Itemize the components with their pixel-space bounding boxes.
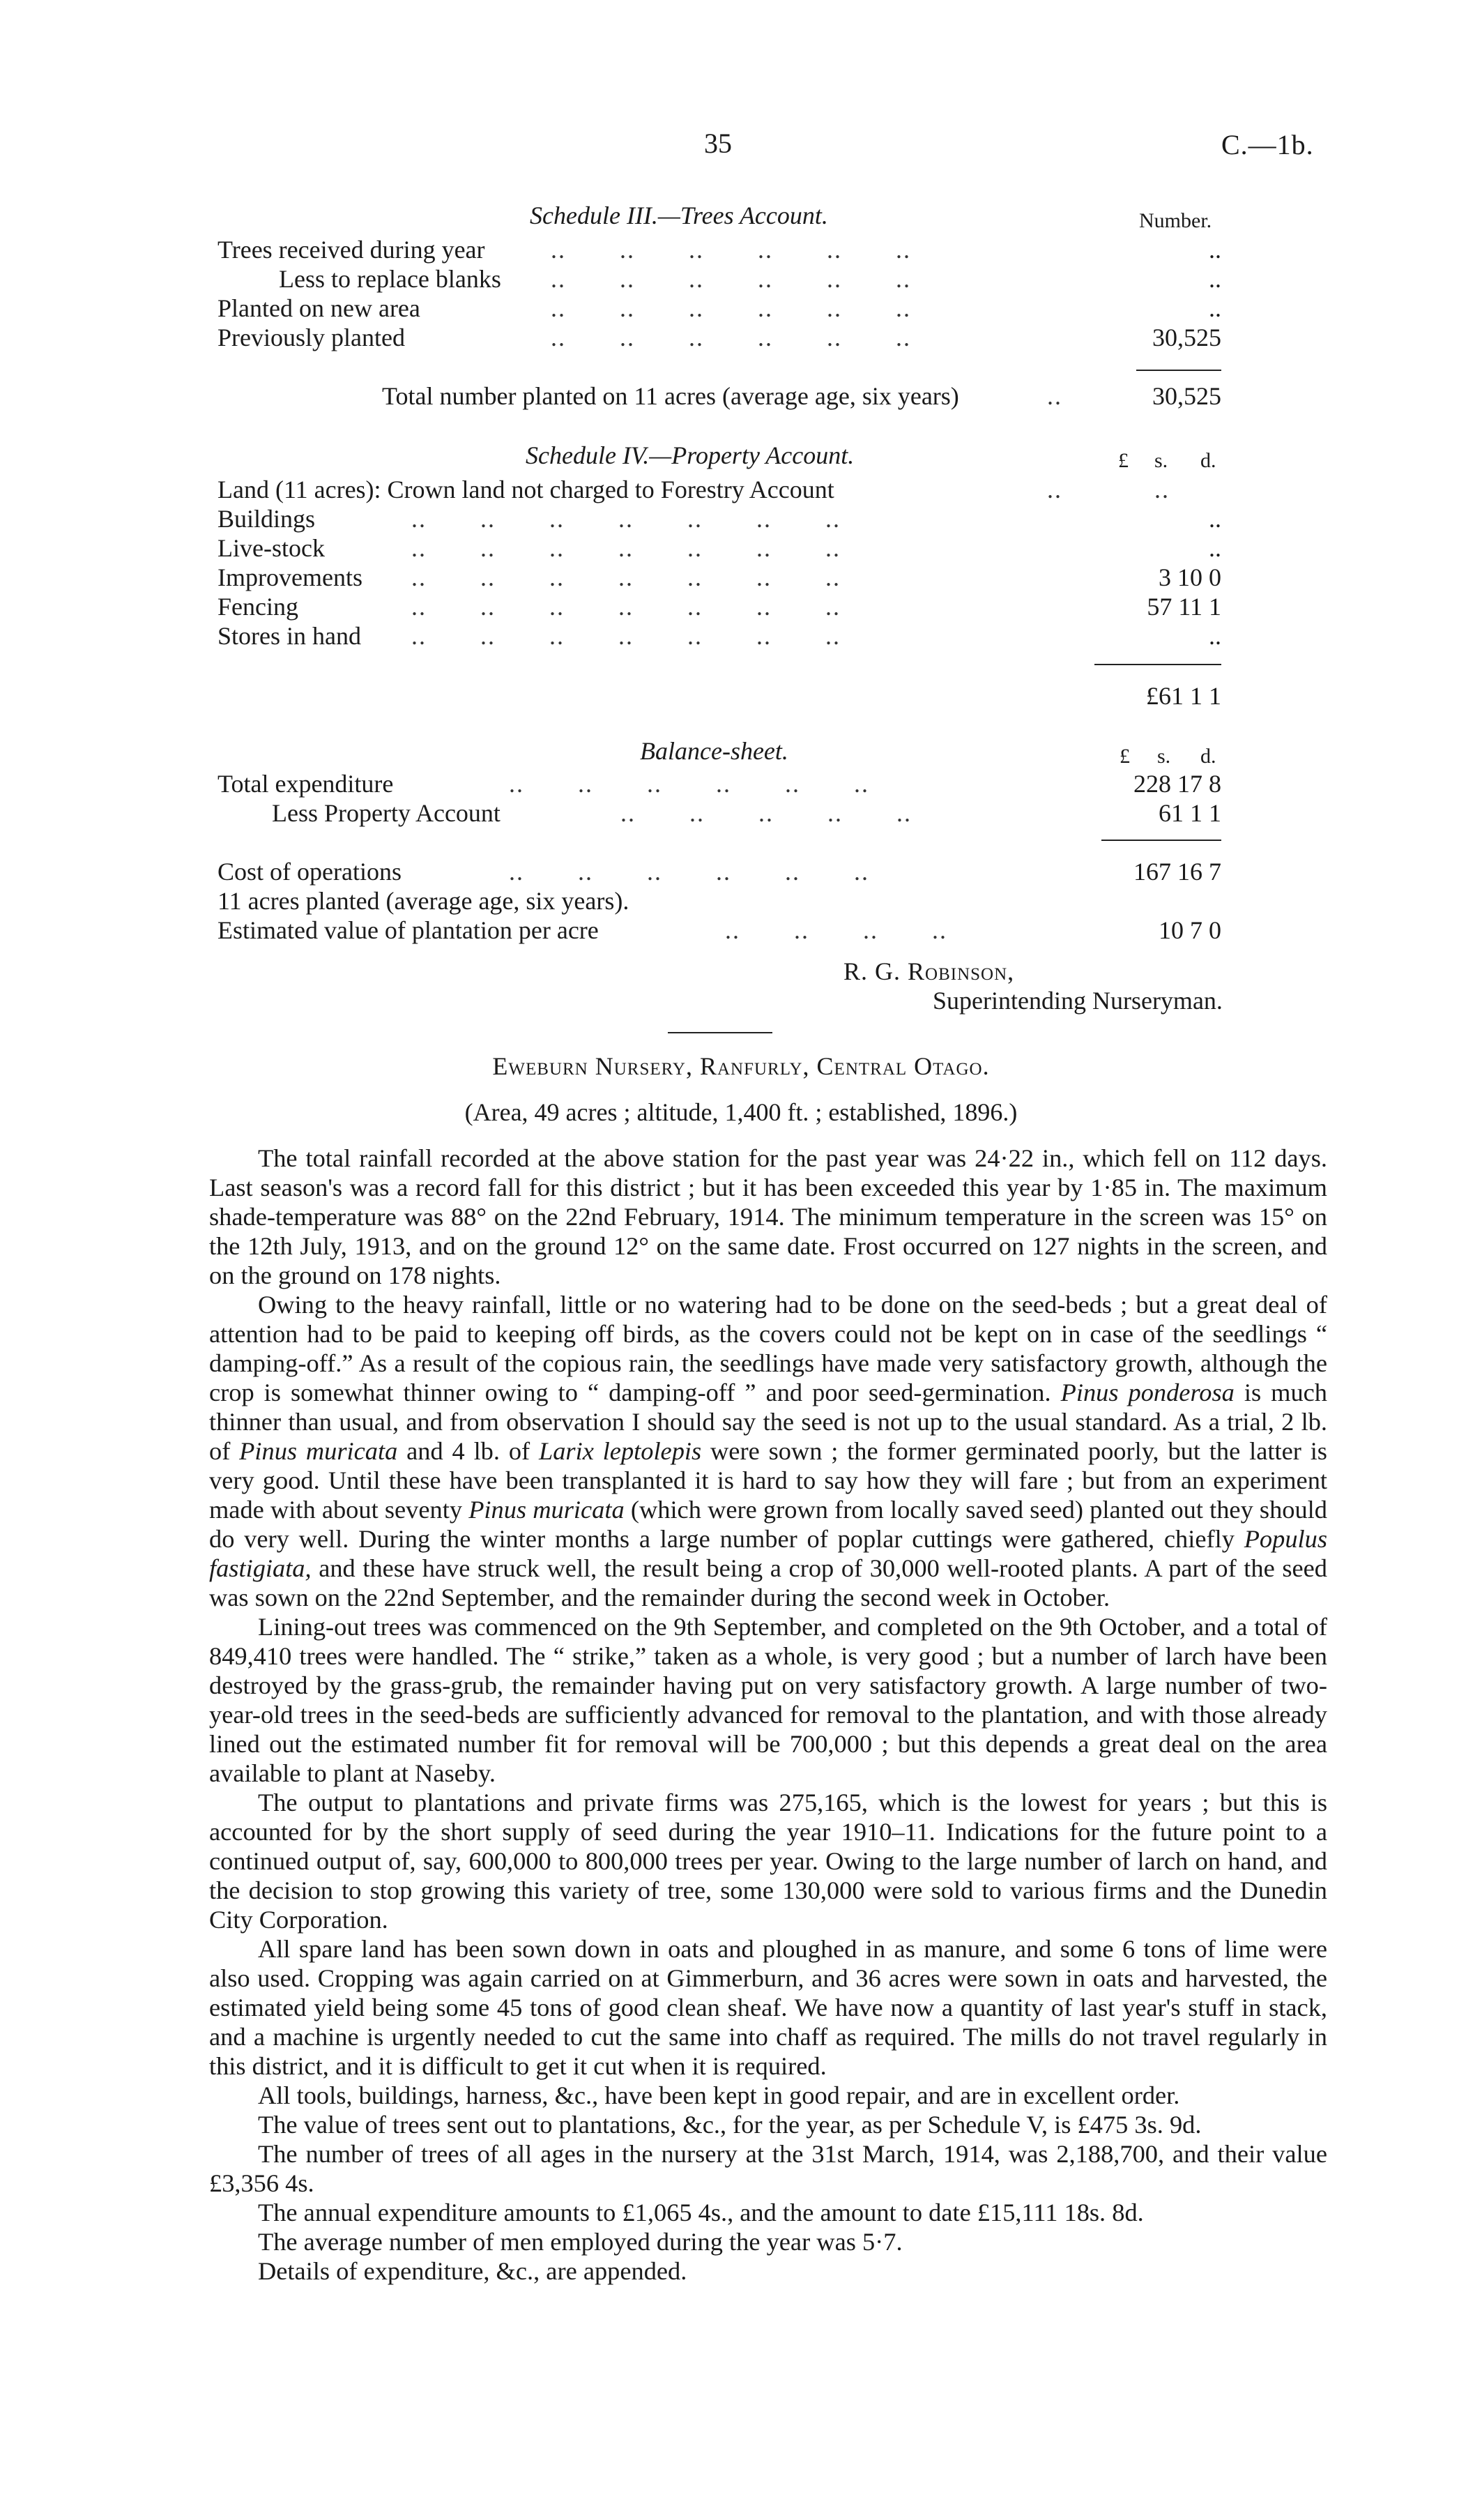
row-value: .. [1209,534,1221,562]
table-row [0,856,1482,887]
row-label: Live-stock [217,534,325,562]
table-row [0,264,1482,294]
table-row [0,798,1482,828]
paragraph: The number of trees of all ages in the nursery at the 31st March, 1914, was 2,188,700, and their value £3,356 4s. [209,2140,1327,2197]
leader-dots: .. .. .. .. .. [620,799,912,827]
table-row [0,474,1482,505]
paragraph: The value of trees sent out to plantations, &c., for the year, as per Schedule V, is £475 3s. 9d. [258,2111,1202,2139]
schedule-4-title: Schedule IV.—Property Account. [526,441,855,469]
row-label: Improvements [217,563,362,591]
row-value: 167 16 7 [1133,858,1221,886]
leader-dots: .. .. .. .. .. .. .. [411,534,841,562]
row-value: 228 17 8 [1133,770,1221,798]
table-row [0,915,1482,946]
shilling-header: s. [1154,449,1168,472]
section-divider [668,1032,772,1033]
row-label: Less Property Account [272,799,501,827]
table-row [0,234,1482,265]
paragraph: The average number of men employed during the year was 5·7. [258,2228,903,2256]
row-value: .. [1209,622,1221,650]
number-header: Number. [1139,209,1212,232]
section-subheading: (Area, 49 acres ; altitude, 1,400 ft. ; established, 1896.) [464,1098,1018,1126]
row-value: 3 10 0 [1159,563,1221,591]
row-label: Previously planted [217,324,405,351]
acres-line: 11 acres planted (average age, six years). [217,887,629,915]
species-name: Pinus muricata [468,1496,625,1524]
leader-dots: .. .. .. .. [725,916,947,944]
signature-name: R. G. Robinson, [843,957,1015,985]
paragraph: All tools, buildings, harness, &c., have been kept in good repair, and are in excellent order. [258,2081,1180,2109]
table-row [0,293,1482,324]
table-row [0,768,1482,799]
leader-dots: .. .. .. .. .. .. [551,324,911,351]
leader-dots: .. .. .. .. .. .. [509,770,869,798]
table-row [0,503,1482,534]
leader-dots: .. .. .. .. .. .. .. [411,563,841,591]
leader-dots: .. [1047,382,1062,410]
paragraph: Lining-out trees was commenced on the 9th September, and completed on the 9th October, and a total of 849,410 trees were handled. The “ strike,” taken as a whole, is very good ; but a number of larch have been destroyed by the grass-grub, the remainder having put on very satisfactory growth. A large number of two-year-old trees in the seed-beds are sufficiently advanced for removal to the plantation, and with those already lined out the estimated number fit for removal will be 700,000 ; but this depends a great deal on the area available to plant at Naseby. [209,1613,1327,1787]
paragraph: The annual expenditure amounts to £1,065 4s., and the amount to date £15,111 18s. 8d. [258,2199,1144,2226]
shilling-header: s. [1157,745,1171,768]
row-value: 30,525 [1152,324,1221,351]
pence-header: d. [1200,449,1216,472]
row-label: Planted on new area [217,294,420,322]
page-number: 35 [704,128,732,159]
paragraph: Details of expenditure, &c., are appended. [258,2257,687,2285]
species-name: Pinus muricata [239,1437,398,1465]
row-value: .. [1209,236,1221,264]
leader-dots: .. .. .. .. .. .. .. [411,593,841,621]
table-row [0,621,1482,651]
row-value: 57 11 1 [1147,593,1221,621]
signature-title: Superintending Nurseryman. [933,987,1223,1015]
species-name: Populus fastigiata, [209,1525,1327,1582]
row-label: Estimated value of plantation per acre [217,916,599,944]
pound-header: £ [1120,745,1130,768]
land-label: Land (11 acres): Crown land not charged to Forestry Account [217,476,834,503]
row-label: Fencing [217,593,298,621]
total-value: 30,525 [1152,382,1221,410]
table-row [0,562,1482,593]
leader-dots: .. .. .. .. .. .. .. [411,505,841,533]
leader-dots: .. .. .. .. .. .. [509,858,869,886]
row-label: Cost of operations [217,858,402,886]
leader-dots: .. .. .. .. .. .. .. [411,622,841,650]
total-label: Total number planted on 11 acres (average age, six years) [382,382,959,410]
rule [1094,664,1221,665]
paragraph: The output to plantations and private firms was 275,165, which is the lowest for years ; but this is accounted for by the short supply of seed during the year 1910–11. Indications for the future point to a continued output of, say, 600,000 to 800,000 trees per year. Owing to the large number of larch on hand, and the decision to stop growing this variety of tree, some 130,000 were sold to various firms and the Dunedin City Corporation. [209,1789,1327,1934]
total-row [0,681,1482,711]
leader-dots: .. .. [1047,476,1170,503]
row-label: Trees received during year [217,236,485,264]
row-label: Total expenditure [217,770,394,798]
pence-header: d. [1200,745,1216,768]
row-value: .. [1209,505,1221,533]
property-total: £61 1 1 [1146,682,1221,710]
balance-sheet-title: Balance-sheet. [640,737,788,765]
leader-dots: .. .. .. .. .. .. [551,265,911,293]
table-row [0,591,1482,622]
row-label: Less to replace blanks [279,265,501,293]
section-heading: Eweburn Nursery, Ranfurly, Central Otago. [492,1052,990,1080]
row-value: .. [1209,294,1221,322]
series-code: C.—1b. [1221,129,1314,160]
leader-dots: .. .. .. .. .. .. [551,294,911,322]
species-name: Larix leptolepis [538,1437,702,1465]
species-name: Pinus ponderosa [1060,1379,1235,1406]
row-label: Buildings [217,505,316,533]
paragraph: All spare land has been sown down in oats and ploughed in as manure, and some 6 tons of lime were also used. Cropping was again carried on at Gimmerburn, and 36 acres were sown in oats and harvested, the estimated yield being some 45 tons of good clean sheaf. We have now a quantity of last year's stuff in stack, and a machine is urgently needed to cut the same into chaff as required. The mills do not travel regularly in this district, and it is difficult to get it cut when it is required. [209,1935,1327,2080]
row-label: Stores in hand [217,622,361,650]
row-value: .. [1209,265,1221,293]
paragraph: Owing to the heavy rainfall, little or no watering had to be done on the seed-beds ; but a great deal of attention had to be paid to keeping off birds, as the covers could not be kept on in case of the seedlings “ damping-off.” As a result of the copious rain, the seedlings have made very satisfactory growth, although the crop is somewhat thinner owing to “ damping-off ” and poor seed-germination. Pinus ponderosa is much thinner than usual, and from observation I should say the seed is not up to the usual standard. As a trial, 2 lb. of Pinus muricata and 4 lb. of Larix leptolepis were sown ; the former germinated poorly, but the latter is very good. Until these have been transplanted it is hard to say how they will fare ; but from an experiment made with about seventy Pinus muricata (which were grown from locally saved seed) planted out they should do very well. During the winter months a large number of poplar cuttings were gathered, chiefly Populus fastigiata, and these have struck well, the result being a crop of 30,000 well-rooted plants. A part of the seed was sown on the 22nd September, and the remainder during the second week in October. [209,1291,1327,1611]
paragraph: The total rainfall recorded at the above station for the past year was 24·22 in., which fell on 112 days. Last season's was a record fall for this district ; but it has been exceeded this year by 1·85 in. The maximum shade-temperature was 88° on the 22nd February, 1914. The minimum temperature in the screen was 15° on the 12th July, 1913, and on the ground 12° on the same date. Frost occurred on 127 nights in the screen, and on the ground on 178 nights. [209,1144,1327,1289]
body-text [209,1144,1327,2286]
table-row [0,886,1482,916]
row-value: 10 7 0 [1159,916,1221,944]
schedule-3-title: Schedule III.—Trees Account. [530,202,828,229]
table-row [0,322,1482,353]
total-row [0,381,1482,411]
rule [1101,840,1221,841]
rule [1136,370,1221,371]
leader-dots: .. .. .. .. .. .. [551,236,911,264]
pound-header: £ [1118,449,1129,472]
table-row [0,533,1482,563]
row-value: 61 1 1 [1159,799,1221,827]
